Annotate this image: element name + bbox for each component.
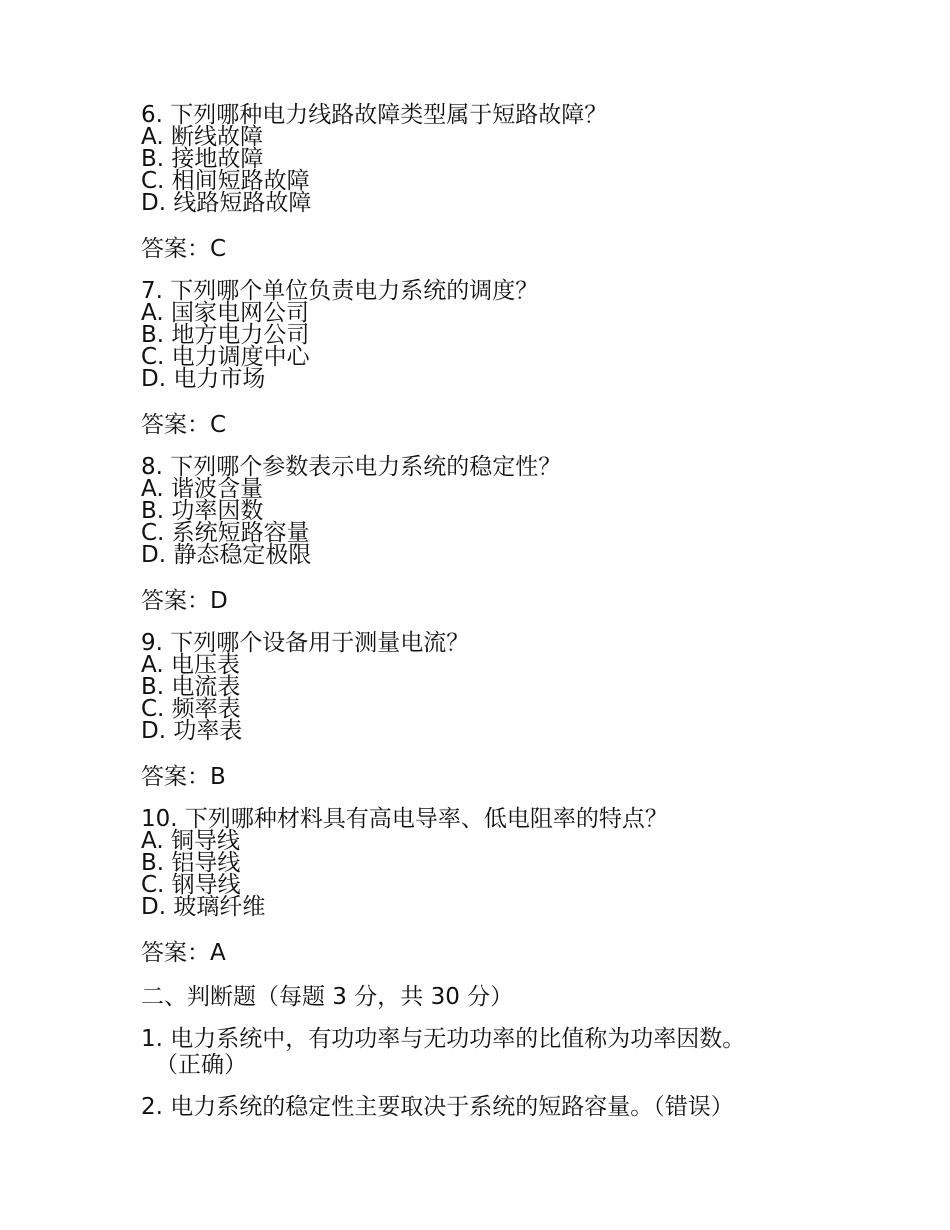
question-text: 7. 下列哪个单位负责电力系统的调度？ [141,278,539,304]
option-a: A. 断线故障 [141,124,263,150]
option-a: A. 铜导线 [141,828,240,854]
option-b: B. 地方电力公司 [141,322,310,348]
option-b: B. 铝导线 [141,850,241,876]
answer-text: 答案：A [141,940,226,966]
option-c: C. 频率表 [141,696,241,722]
question-text: 10. 下列哪种材料具有高电导率、低电阻率的特点？ [141,806,668,832]
option-a: A. 国家电网公司 [141,300,309,326]
question-text: 9. 下列哪个设备用于测量电流？ [141,630,470,656]
option-b: B. 电流表 [141,674,241,700]
question-block [141,280,861,438]
question-text: 8. 下列哪个参数表示电力系统的稳定性？ [141,454,562,480]
question-block [141,456,861,614]
option-c: C. 钢导线 [141,872,241,898]
true-false-item [141,1094,861,1120]
answer-text: 答案：C [141,412,227,438]
question-block [141,104,861,262]
option-a: A. 电压表 [141,652,240,678]
option-c: C. 相间短路故障 [141,168,310,194]
answer-text: 答案：C [141,236,227,262]
statement-text: 2. 电力系统的稳定性主要取决于系统的短路容量。（错误） [141,1094,734,1120]
option-d: D. 电力市场 [141,366,266,392]
option-b: B. 功率因数 [141,498,264,524]
option-d: D. 玻璃纤维 [141,894,266,920]
option-d: D. 线路短路故障 [141,190,312,216]
option-c: C. 电力调度中心 [141,344,310,370]
document-page [141,104,861,1136]
section-title: 二、判断题（每题 3 分，共 30 分） [141,984,514,1010]
option-d: D. 静态稳定极限 [141,542,312,568]
question-block [141,632,861,790]
statement-text: 1. 电力系统中，有功功率与无功功率的比值称为功率因数。 [141,1026,746,1052]
option-d: D. 功率表 [141,718,243,744]
option-a: A. 谐波含量 [141,476,263,502]
question-block [141,808,861,966]
option-c: C. 系统短路容量 [141,520,310,546]
answer-text: 答案：B [141,764,226,790]
option-b: B. 接地故障 [141,146,264,172]
true-false-item [141,1026,861,1078]
answer-text: 答案：D [141,588,228,614]
statement-verdict: （正确） [155,1052,247,1078]
question-text: 6. 下列哪种电力线路故障类型属于短路故障？ [141,102,608,128]
